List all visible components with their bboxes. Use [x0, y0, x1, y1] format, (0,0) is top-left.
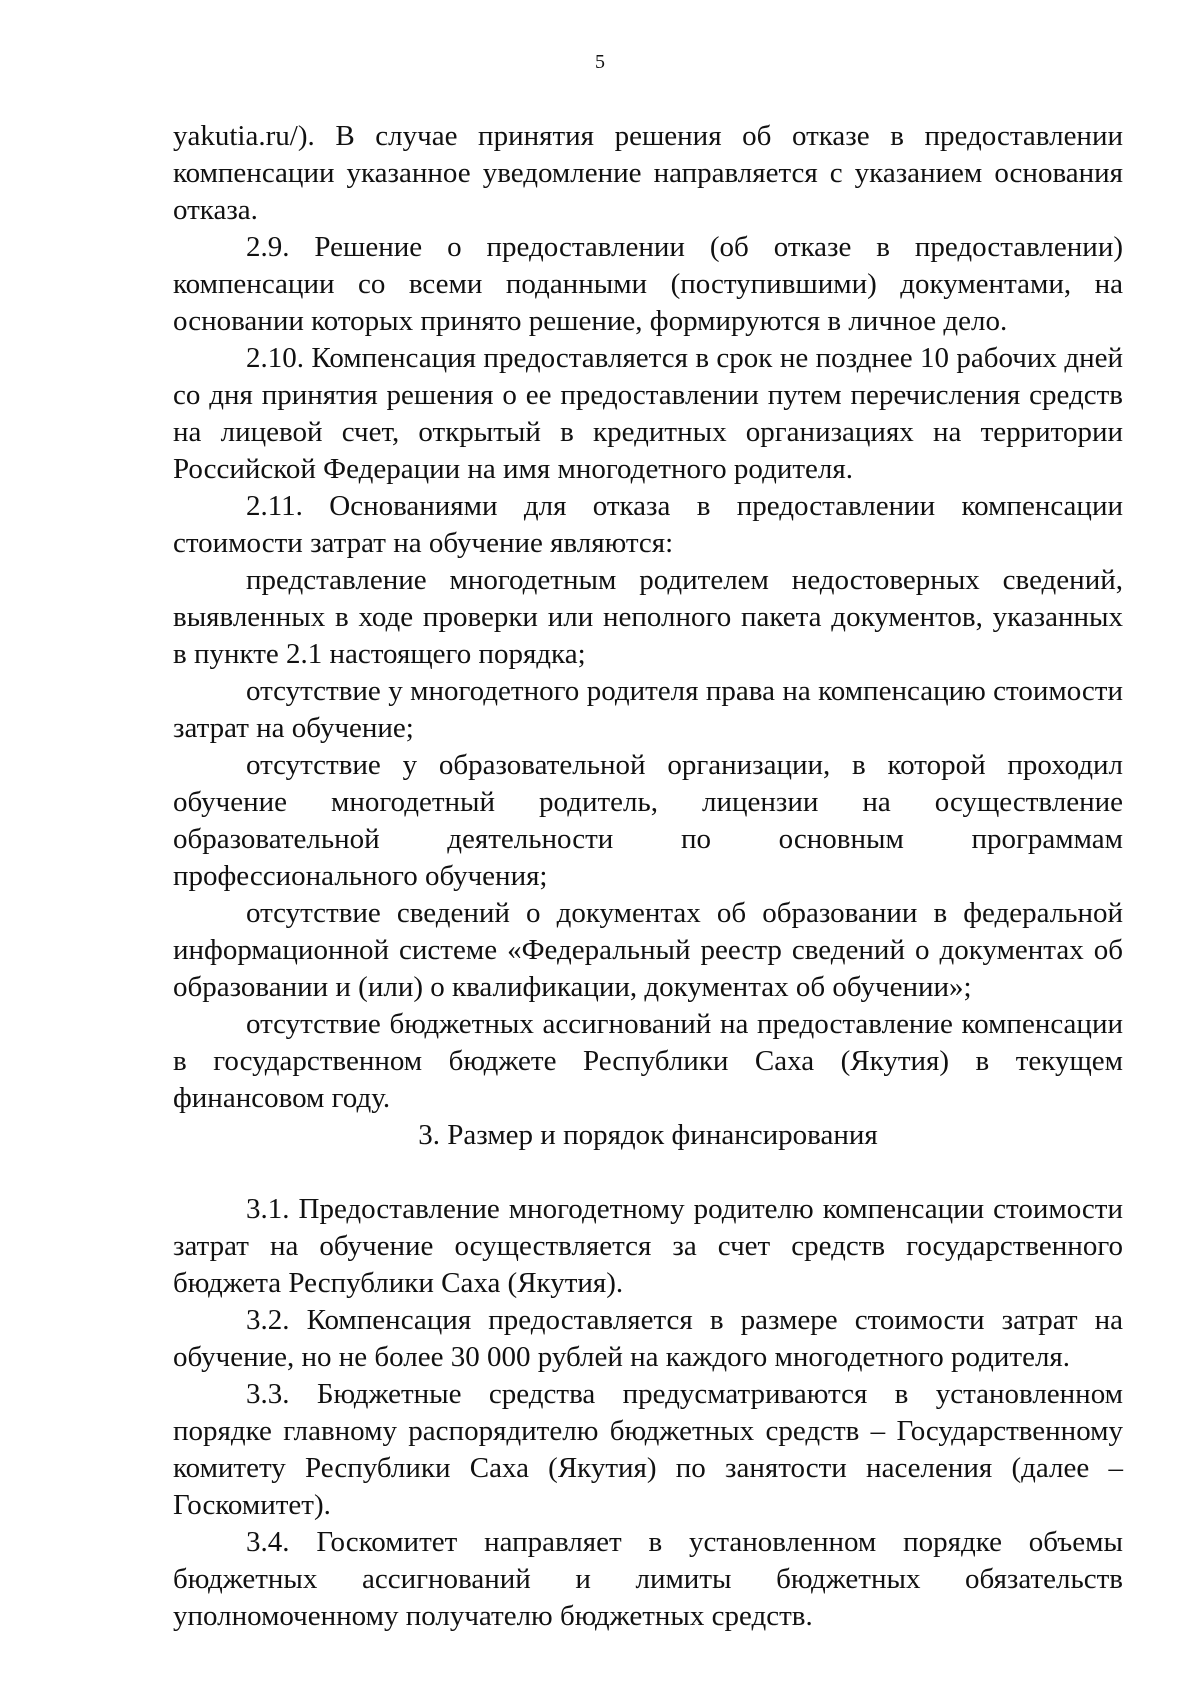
paragraph-continuation: yakutia.ru/). В случае принятия решения об отказе в предоставлении компенсации указанное уведомление направляется с указанием основания отказа.	[173, 120, 1123, 226]
paragraph-3-2: 3.2. Компенсация предоставляется в размере стоимости затрат на обучение, но не более 30 000 рублей на каждого многодетного родителя.	[173, 1304, 1123, 1373]
section-heading: 3. Размер и порядок финансирования	[418, 1119, 878, 1151]
refusal-ground-2: отсутствие у многодетного родителя права на компенсацию стоимости затрат на обучение;	[173, 675, 1123, 744]
paragraph-3-1: 3.1. Предоставление многодетному родителю компенсации стоимости затрат на обучение осуществляется за счет средств государственного бюджета Республики Саха (Якутия).	[173, 1193, 1123, 1299]
paragraph-2-10: 2.10. Компенсация предоставляется в срок не позднее 10 рабочих дней со дня принятия решения о ее предоставлении путем перечисления средств на лицевой счет, открытый в кредитных организациях на территории Российской Федерации на имя многодетного родителя.	[173, 342, 1123, 485]
refusal-ground-4: отсутствие сведений о документах об образовании в федеральной информационной системе «Федеральный реестр сведений о документах об образовании и (или) о квалификации, документах об обучении»;	[173, 897, 1123, 1003]
paragraph-2-11: 2.11. Основаниями для отказа в предоставлении компенсации стоимости затрат на обучение являются:	[173, 490, 1123, 559]
page-number: 5	[595, 51, 605, 73]
paragraph-3-4: 3.4. Госкомитет направляет в установленном порядке объемы бюджетных ассигнований и лимиты бюджетных обязательств уполномоченному получателю бюджетных средств.	[173, 1526, 1123, 1632]
refusal-ground-1: представление многодетным родителем недостоверных сведений, выявленных в ходе проверки или неполного пакета документов, указанных в пункте 2.1 настоящего порядка;	[173, 564, 1123, 670]
paragraph-2-9: 2.9. Решение о предоставлении (об отказе в предоставлении) компенсации со всеми поданными (поступившими) документами, на основании которых принято решение, формируются в личное дело.	[173, 231, 1123, 337]
refusal-ground-3: отсутствие у образовательной организации, в которой проходил обучение многодетный родитель, лицензии на осуществление образовательной деятельности по основным программам профессионального обучения;	[173, 749, 1123, 892]
document-body	[173, 118, 1123, 1635]
refusal-ground-5: отсутствие бюджетных ассигнований на предоставление компенсации в государственном бюджете Республики Саха (Якутия) в текущем финансовом году.	[173, 1008, 1123, 1114]
paragraph-3-3: 3.3. Бюджетные средства предусматриваются в установленном порядке главному распорядителю бюджетных средств – Государственному комитету Республики Саха (Якутия) по занятости населения (далее – Госкомитет).	[173, 1378, 1123, 1521]
